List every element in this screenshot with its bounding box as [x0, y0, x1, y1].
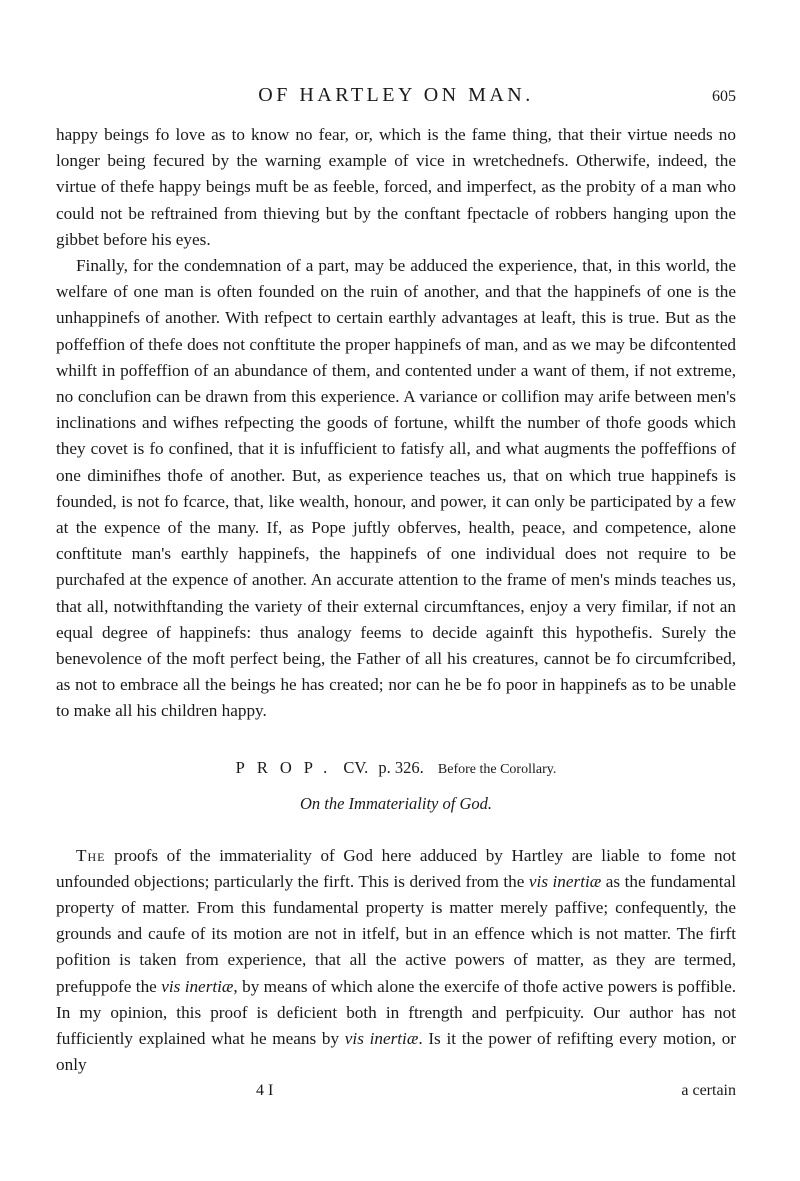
catchword: a certain — [681, 1081, 736, 1099]
section-subtitle: On the Immateriality of God. — [299, 793, 492, 813]
prop-label: PROP. — [235, 757, 340, 777]
running-head — [56, 80, 736, 110]
italic-term: vis inertiæ — [161, 976, 234, 996]
italic-term: vis inertiæ — [528, 871, 602, 891]
prop-number: CV. — [343, 757, 369, 777]
text-run: proofs of the immateriality of God here adduced by Hartley are liable to fome not unfounded objections; particularly the firft. This is derived from the — [56, 845, 736, 891]
signature-mark: 4 I — [256, 1081, 274, 1099]
running-title: OF HARTLEY ON MAN. — [258, 84, 534, 106]
paragraph-immateriality — [56, 843, 736, 1079]
text-run: as the fundamental property of matter. From this fundamental property is matter merely paffive; confequently, the grounds and caufe of its motion are not in itfelf, but in an effence which is not matter. The firft pofition is taken from experience, that all the active powers of matter, as they are termed, prefuppofe the — [56, 871, 736, 996]
prop-note: Before the Corollary. — [437, 761, 557, 777]
page-number: 605 — [712, 88, 736, 105]
page-body — [56, 122, 736, 1079]
paragraph-continuation: happy beings fo love as to know no fear, or, which is the fame thing, that their virtue needs no longer being fecured by the warning example of vice in wretchednefs. Otherwife, indeed, the virtue of thefe happy beings muft be as feeble, forced, and imperfect, as the probity of a man who could not be reftrained from thieving but by the conftant fpectacle of robbers hanging upon the gibbet before his eyes. — [56, 125, 736, 249]
paragraph-finally: Finally, for the condemnation of a part, may be adduced the experience, that, in this world, the welfare of one man is often founded on the ruin of another, and that the happinefs of one is the unhappinefs of another. With refpect to certain earthly advantages at leaft, this is true. But as the poffeffion of thefe does not conftitute the proper happinefs of man, and as we may be difcontented whilft in poffeffion of an abundance of them, and contented under a want of them, if not extreme, no conclufion can be drawn from this experience. A variance or collifion may arife between men's inclinations and wifhes refpecting the goods of fortune, whilft the number of thofe goods which they covet is fo confined, that it is infufficient to fatisfy all, and what augments the poffeffions of one diminifhes thofe of another. But, as experience teaches us, that on which true happinefs is founded, is not fo fcarce, that, like wealth, honour, and power, it can only be participated by a few at the expence of the many. If, as Pope juftly obferves, health, peace, and competence, alone conftitute man's earthly happinefs, the happinefs of one individual does not require to be purchafed at the expence of another. An accurate attention to the frame of men's minds teaches us, that all, notwithftanding the variety of their external circumftances, enjoy a very fimilar, if not an equal degree of happinefs: thus analogy feems to decide againft this hypothefis. Surely the benevolence of the moft perfect being, the Father of all his creatures, cannot be fo circumfcribed, as not to embrace all the beings he has created; nor can he be fo poor in happinefs as to be unable to make all his children happy. — [56, 256, 736, 721]
italic-term: vis inertiæ — [344, 1029, 419, 1049]
prop-page-ref: p. 326. — [378, 757, 424, 777]
page-footer — [56, 1079, 736, 1103]
text-run: . Is it the power of refifting every motion, or only — [56, 1029, 737, 1075]
lead-word: The — [76, 845, 106, 865]
text-run: , by means of which alone the exercife of thofe active powers is poffible. In my opinion, this proof is deficient both in ftrength and perfpicuity. Our author has not fufficiently explained what he means by — [56, 976, 736, 1049]
proposition-heading — [56, 755, 736, 783]
